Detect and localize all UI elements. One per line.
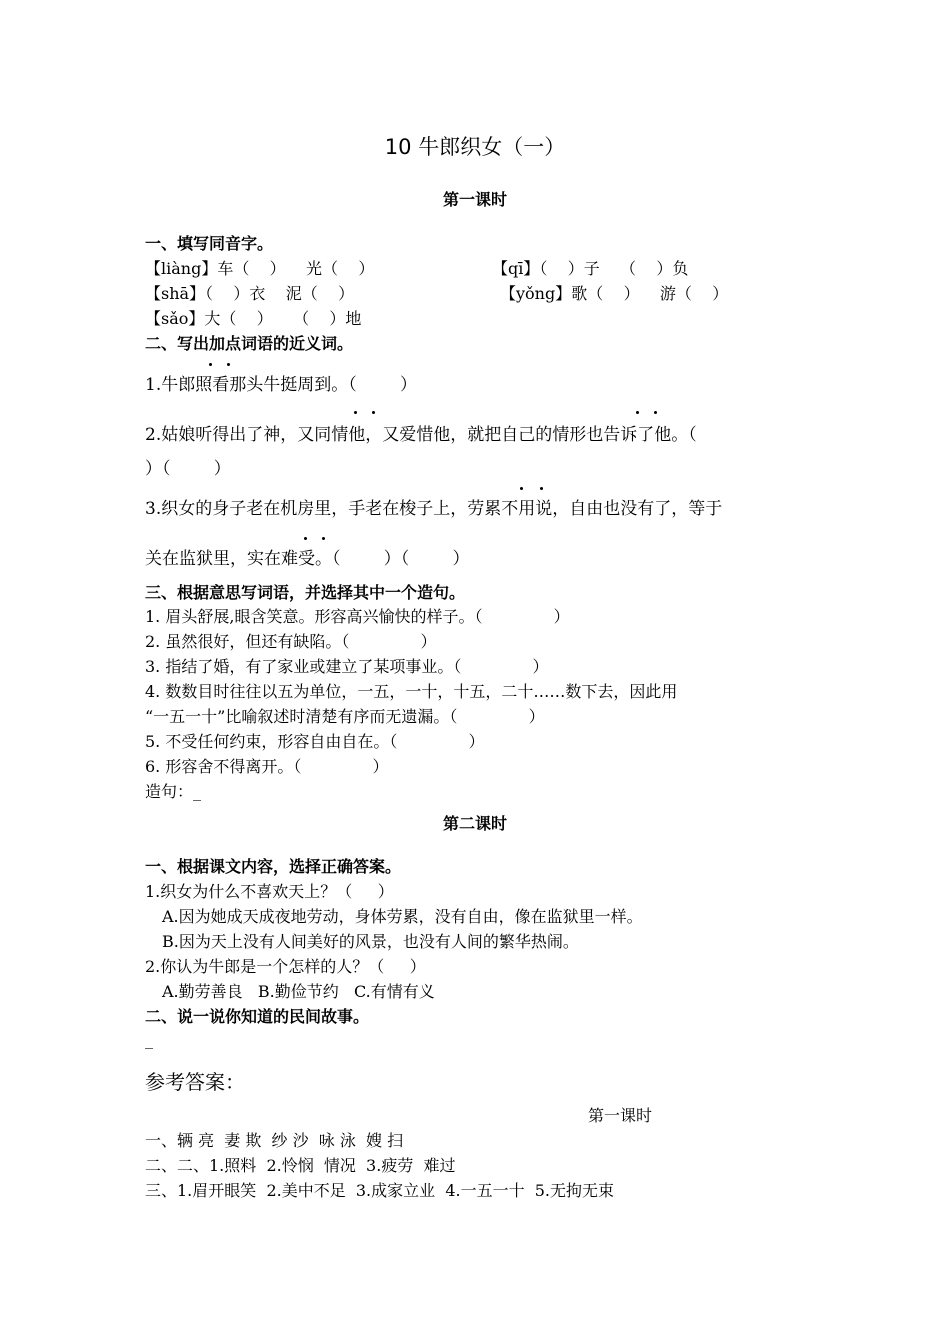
meaning-item: 5. 不受任何约束，形容自由自在。（ ）: [145, 732, 485, 751]
emphasis-dot: [209, 363, 212, 366]
story-blank: _: [145, 1030, 153, 1049]
choice-question-1: 1.织女为什么不喜欢天上？（ ）: [145, 882, 394, 901]
page-title: 10 牛郎织女（一）: [384, 135, 566, 159]
homophone-row: 【qī】（ ）子 （ ）负: [492, 259, 689, 278]
lesson2-heading: 第二课时: [442, 814, 507, 833]
choice-question-2: 2.你认为牛郎是一个怎样的人？（ ）: [145, 957, 426, 976]
synonym-question-2-cont: ）（ ）: [145, 459, 231, 479]
section-homophones-heading: 一、填写同音字。: [145, 234, 274, 253]
section-story-heading: 二、说一说你知道的民间故事。: [145, 1007, 370, 1026]
answer-line: 一、辆 亮 妻 欺 纱 沙 咏 泳 嫂 扫: [145, 1131, 404, 1150]
meaning-item: 2. 虽然很好，但还有缺陷。（ ）: [145, 632, 437, 651]
answers-heading: 参考答案：: [145, 1070, 245, 1094]
synonym-question-1: 1.牛郎照看那头牛挺周到。（ ）: [145, 375, 417, 395]
meaning-item: 6. 形容舍不得离开。（ ）: [145, 757, 389, 776]
emphasis-dot: [304, 537, 307, 540]
choice-option: B.因为天上没有人间美好的风景，也没有人间的繁华热闹。: [162, 932, 579, 951]
answer-line: 二、二、1.照料 2.怜悯 情况 3.疲劳 难过: [145, 1156, 456, 1175]
synonym-question-3-cont: 关在监狱里，实在难受。（ ）（ ）: [145, 549, 470, 569]
emphasis-dot: [372, 411, 375, 414]
choice-option: A.因为她成天成夜地劳动，身体劳累，没有自由，像在监狱里一样。: [162, 907, 643, 926]
homophone-row: 【shā】（ ）衣 泥（ ）: [145, 284, 355, 303]
meaning-item-cont: “一五一十”比喻叙述时清楚有序而无遗漏。（ ）: [145, 707, 545, 726]
emphasis-dot: [520, 487, 523, 490]
choice-options-row: A.勤劳善良 B.勤俭节约 C.有情有义: [162, 982, 435, 1001]
emphasis-dot: [636, 411, 639, 414]
homophone-row: 【sǎo】大（ ） （ ）地: [145, 309, 362, 328]
meaning-item: 1. 眉头舒展,眼含笑意。形容高兴愉快的样子。（ ）: [145, 607, 570, 626]
meaning-item: 3. 指结了婚，有了家业或建立了某项事业。（ ）: [145, 657, 549, 676]
synonym-question-3: 3.织女的身子老在机房里，手老在梭子上，劳累不用说，自由也没有了，等于: [145, 499, 723, 519]
emphasis-dot: [540, 487, 543, 490]
answer-line: 三、1.眉开眼笑 2.美中不足 3.成家立业 4.一五一十 5.无拘无束: [145, 1181, 615, 1200]
homophone-row: 【yǒng】歌（ ） 游（ ）: [500, 284, 729, 303]
section-choice-heading: 一、根据课文内容，选择正确答案。: [145, 857, 402, 876]
synonym-question-2: 2.姑娘听得出了神，又同情他，又爱惜他，就把自己的情形也告诉了他。（: [145, 425, 697, 445]
emphasis-dot: [654, 411, 657, 414]
section-words-heading: 三、根据意思写词语，并选择其中一个造句。: [145, 583, 466, 602]
sentence-prompt: 造句：_: [145, 782, 202, 801]
homophone-row: 【liàng】车（ ） 光（ ）: [145, 259, 375, 278]
emphasis-dot: [354, 411, 357, 414]
answers-lesson-heading: 第一课时: [587, 1106, 652, 1125]
emphasis-dot: [227, 363, 230, 366]
emphasis-dot: [322, 537, 325, 540]
section-synonyms-heading: 二、写出加点词语的近义词。: [145, 334, 354, 353]
lesson1-heading: 第一课时: [442, 190, 507, 209]
meaning-item: 4. 数数目时往往以五为单位，一五，一十，十五，二十……数下去，因此用: [145, 682, 678, 701]
